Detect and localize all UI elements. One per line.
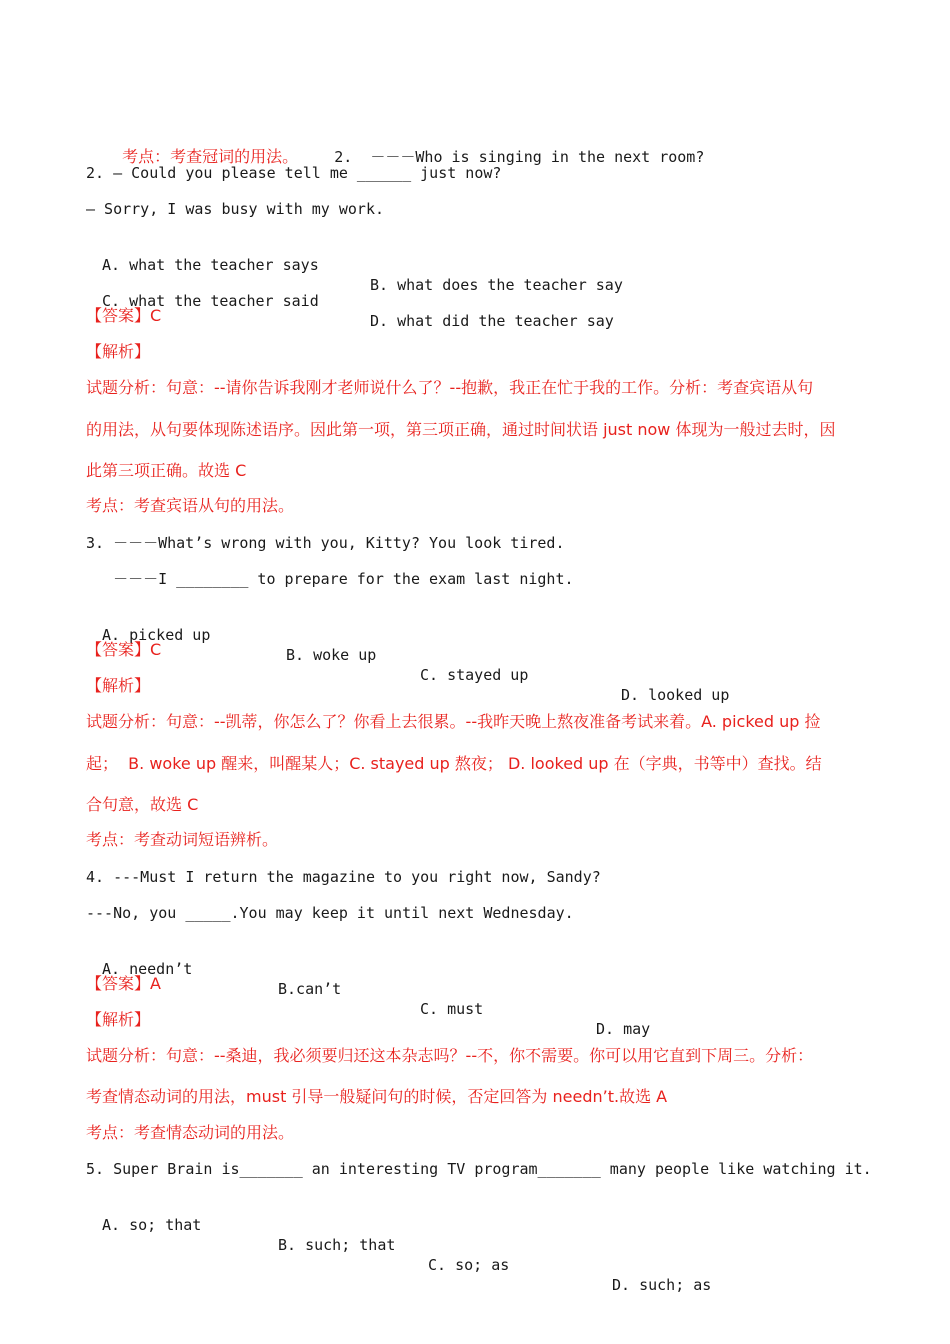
kaodian-note: 考点：考查动词短语辨析。 [86, 830, 279, 849]
analysis-text-line: 合句意，故选 C [86, 795, 199, 814]
analysis-text-line: 试题分析：句意：--凯蒂，你怎么了？你看上去很累。--我昨天晚上熬夜准备考试来着。A. picked up 捡 [86, 712, 821, 731]
analysis-text-line: 起； B. woke up 醒来，叫醒某人；C. stayed up 熬夜； D. looked up 在（字典，书等中）查找。结 [86, 754, 822, 773]
question-2-stem: 2. — Could you please tell me ______ just now? [86, 164, 502, 182]
option-b: B. what does the teacher say [370, 276, 623, 294]
question-3-options [86, 605, 876, 725]
answer-label: 【答案】C [86, 640, 162, 659]
option-a: A. needn’t [102, 960, 193, 978]
option-c: C. what the teacher said [102, 292, 319, 310]
option-b: B. woke up [286, 646, 377, 664]
question-4-options [86, 939, 876, 1059]
option-a: A. what the teacher says [102, 256, 319, 274]
answer-label: 【答案】A [86, 974, 161, 993]
option-a: A. so; that [102, 1216, 202, 1234]
question-2-reply: — Sorry, I was busy with my work. [86, 200, 385, 218]
analysis-text-line: 试题分析：句意：--请你告诉我刚才老师说什么了？--抱歉，我正在忙于我的工作。分析：考查宾语从句 [86, 378, 814, 397]
analysis-text-line: 此第三项正确。故选 C [86, 461, 247, 480]
option-b: B.can’t [278, 980, 342, 998]
analysis-text-line: 考查情态动词的用法，must 引导一般疑问句的时候，否定回答为 needn’t.故选 A [86, 1087, 668, 1106]
analysis-label: 【解析】 [86, 1010, 151, 1029]
analysis-text-line: 的用法，从句要体现陈述语序。因此第一项，第三项正确，通过时间状语 just now 体现为一般过去时，因 [86, 420, 836, 439]
question-5-options [86, 1195, 876, 1315]
kaodian-note: 考点：考查情态动词的用法。 [86, 1123, 295, 1142]
option-b: B. such; that [278, 1236, 396, 1254]
analysis-text-line: 试题分析：句意：--桑迪，我必须要归还这本杂志吗？--不，你不需要。你可以用它直到下周三。分析： [86, 1046, 814, 1065]
option-a: A. picked up [102, 626, 211, 644]
option-c: C. must [420, 1000, 484, 1018]
option-c: C. so; as [428, 1256, 510, 1274]
answer-label: 【答案】C [86, 306, 162, 325]
question-4-reply: ---No, you _____.You may keep it until next Wednesday. [86, 904, 574, 922]
question-stem: 2. －－－Who is singing in the next room? [334, 148, 705, 166]
option-d: D. may [596, 1020, 651, 1038]
question-3-reply: －－－I ________ to prepare for the exam last night. [86, 570, 574, 588]
option-d: D. what did the teacher say [370, 312, 614, 330]
kaodian-note: 考点：考查宾语从句的用法。 [86, 496, 295, 515]
option-d: D. such; as [612, 1276, 712, 1294]
question-5-stem: 5. Super Brain is_______ an interesting TV program_______ many people like watching it. [86, 1160, 872, 1178]
option-d: D. looked up [621, 686, 730, 704]
analysis-label: 【解析】 [86, 342, 151, 361]
kaodian-note: 考点：考查冠词的用法。 [122, 147, 299, 166]
question-3-stem: 3. －－－What’s wrong with you, Kitty? You look tired. [86, 534, 565, 552]
analysis-label: 【解析】 [86, 676, 151, 695]
option-c: C. stayed up [420, 666, 529, 684]
question-4-stem: 4. ---Must I return the magazine to you right now, Sandy? [86, 868, 601, 886]
